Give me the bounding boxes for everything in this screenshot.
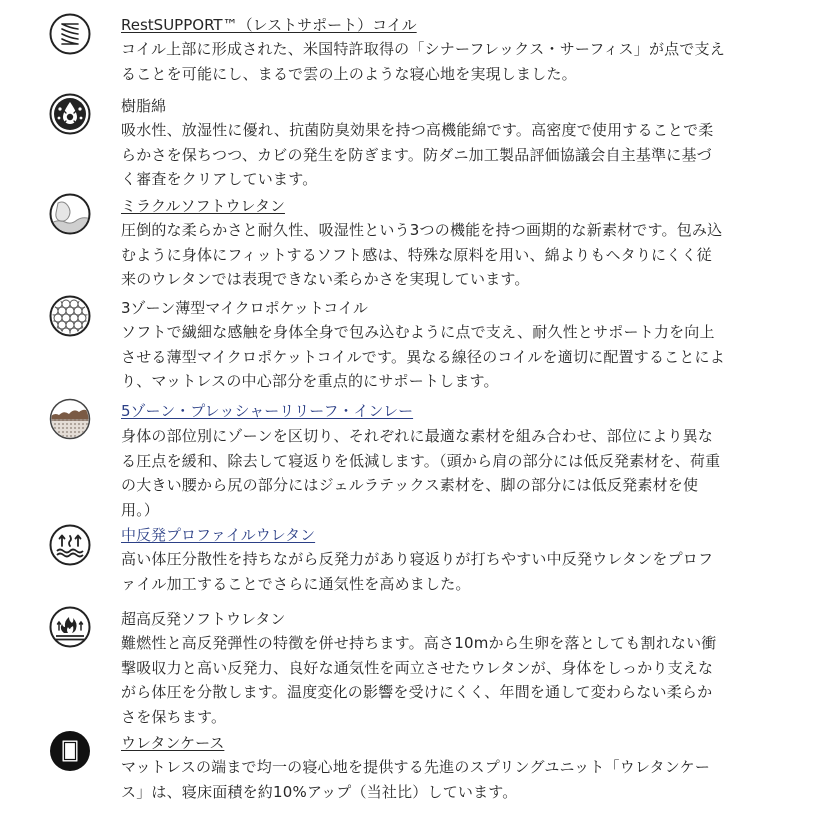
feature-title: 樹脂綿	[121, 97, 167, 115]
antibacterial-icon	[49, 93, 91, 135]
feature-description: 圧倒的な柔らかさと耐久性、吸湿性という3つの機能を持つ画期的な新素材です。包み込むように身体にフィットするソフト感は、特殊な原料を用い、綿よりもヘタりにくく従来のウレタンでは表現できない柔らかさを実現しています。	[121, 221, 723, 288]
feature-description: マットレスの端まで均一の寝心地を提供する先進のスプリングユニット「ウレタンケース」は、寝床面積を約10%アップ（当社比）しています。	[121, 758, 711, 801]
feature-description: 身体の部位別にゾーンを区切り、それぞれに最適な素材を組み合わせ、部位により異なる圧点を緩和、除去して寝返りを低減します。（頭から肩の部分には低反発素材を、荷重の大きい腰から尻の部分にはジェルラテックス素材を、脚の部分には低反発素材を使用。）	[121, 427, 721, 519]
profile-urethane-icon	[49, 524, 91, 566]
pressure-relief-icon	[49, 398, 91, 440]
feature-description: 高い体圧分散性を持ちながら反発力があり寝返りが打ちやすい中反発ウレタンをプロファイル加工することでさらに通気性を高めました。	[121, 550, 714, 593]
flame-retardant-icon	[49, 606, 91, 648]
feature-title: 3ゾーン薄型マイクロポケットコイル	[121, 299, 368, 317]
feature-title-link[interactable]: RestSUPPORT™（レストサポート）コイル	[121, 16, 417, 34]
pocket-coil-icon	[49, 295, 91, 337]
feature-title-link[interactable]: 5ゾーン・プレッシャーリリーフ・インレー	[121, 402, 414, 420]
feature-description: 難燃性と高反発弾性の特徴を併せ持ちます。高さ10mから生卵を落としても割れない衝撃吸収力と高い反発力、良好な通気性を両立させたウレタンが、身体をしっかり支えながら体圧を分散します。温度変化の影響を受けにくく、年間を通して変わらない柔らかさを保ちます。	[121, 634, 717, 726]
feature-description: コイル上部に形成された、米国特許取得の「シナーフレックス・サーフィス」が点で支えることを可能にし、まるで雲の上のような寝心地を実現しました。	[121, 40, 725, 83]
feature-title-link[interactable]: ミラクルソフトウレタン	[121, 197, 285, 215]
spring-coil-icon	[49, 13, 91, 55]
urethane-case-icon	[49, 730, 91, 772]
feature-description: ソフトで繊細な感触を身体全身で包み込むように点で支え、耐久性とサポート力を向上させる薄型マイクロポケットコイルです。異なる線径のコイルを適切に配置することにより、マットレスの中心部分を重点的にサポートします。	[121, 323, 725, 390]
feature-title: 超高反発ソフトウレタン	[121, 610, 286, 628]
soft-urethane-icon	[49, 193, 91, 235]
feature-title-link[interactable]: ウレタンケース	[121, 734, 225, 752]
feature-description: 吸水性、放湿性に優れ、抗菌防臭効果を持つ高機能綿です。高密度で使用することで柔らかさを保ちつつ、カビの発生を防ぎます。防ダニ加工製品評価協議会自主基準に基づく審査をクリアしています。	[121, 121, 714, 188]
feature-title-link[interactable]: 中反発プロファイルウレタン	[121, 526, 316, 544]
